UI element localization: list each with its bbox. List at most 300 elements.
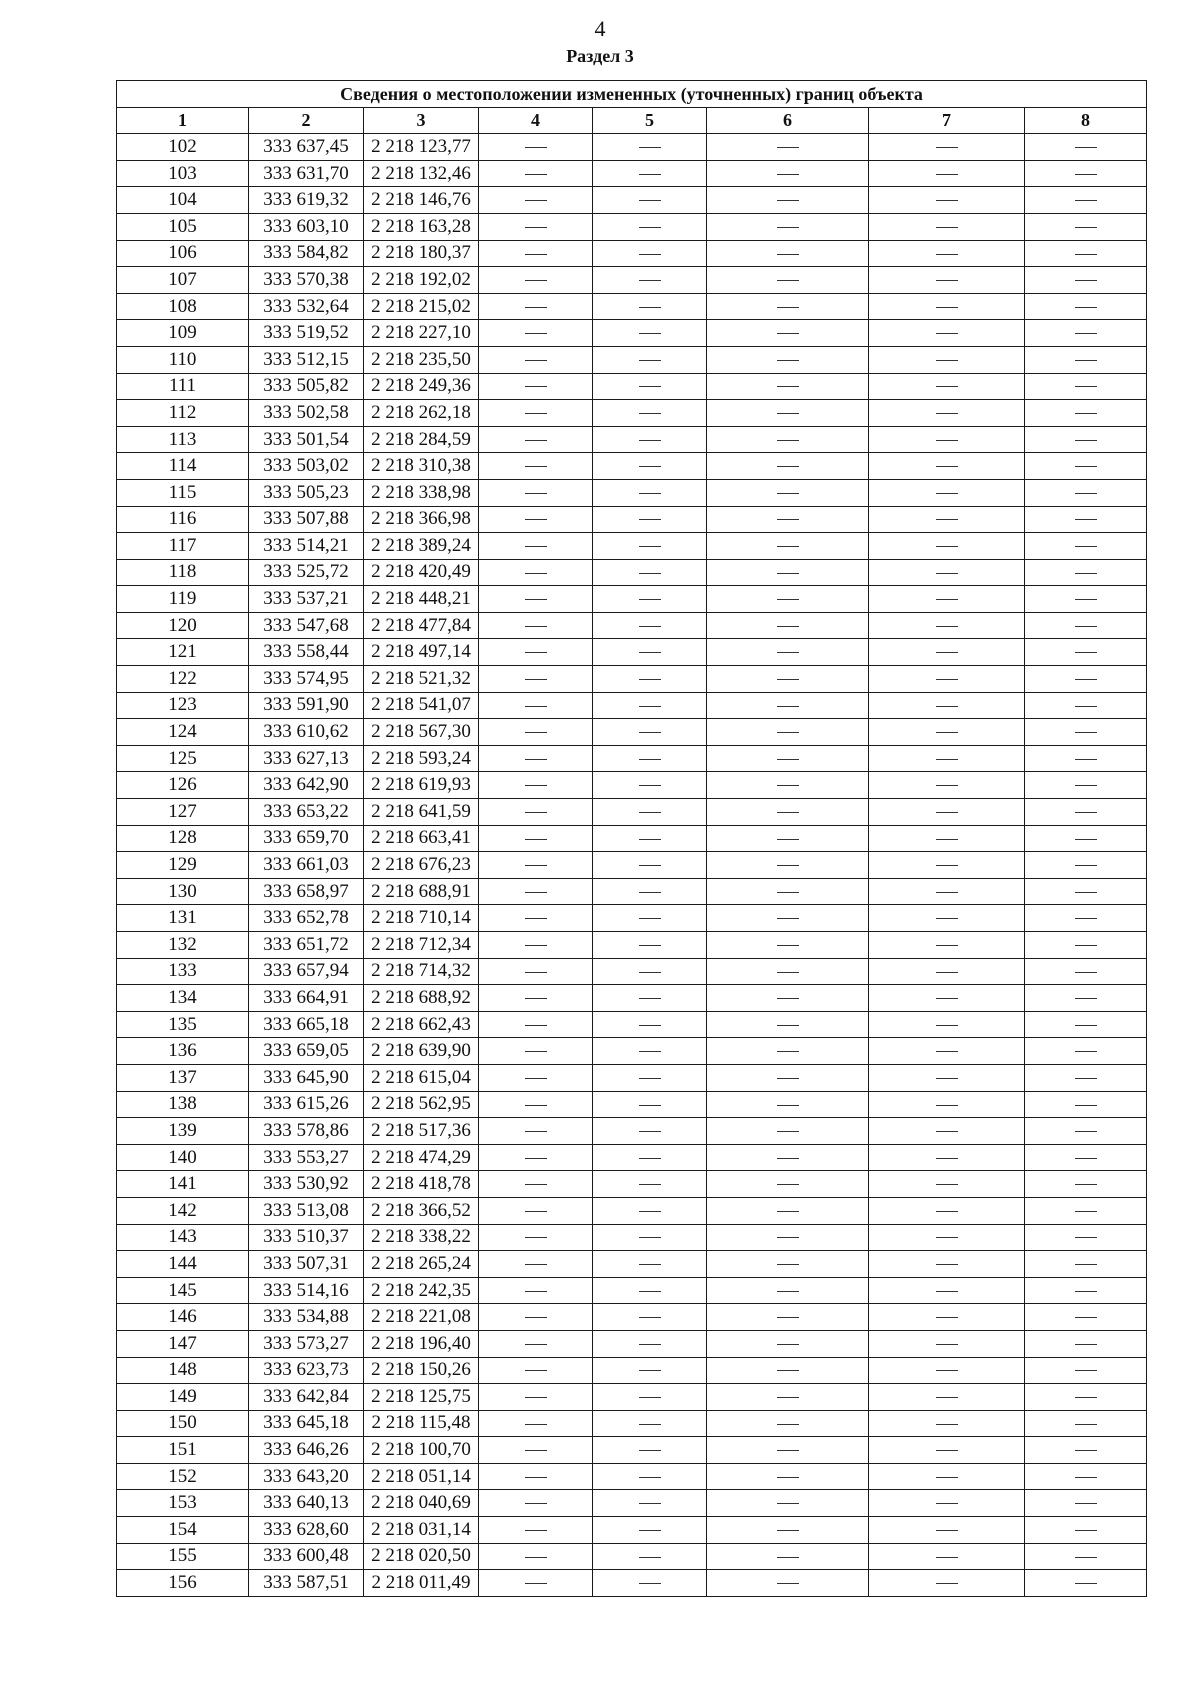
- dash-icon: [525, 1025, 547, 1026]
- empty-value-cell: [593, 1463, 707, 1490]
- dash-icon: [777, 626, 799, 627]
- empty-value-cell: [479, 1490, 593, 1517]
- empty-value-cell: [707, 1543, 869, 1570]
- table-row: [117, 533, 1147, 560]
- dash-icon: [1075, 546, 1097, 547]
- dash-icon: [936, 227, 958, 228]
- x-coordinate-cell: 333 631,70: [249, 160, 364, 187]
- dash-icon: [639, 1131, 661, 1132]
- empty-value-cell: [593, 1118, 707, 1145]
- empty-value-cell: [1025, 267, 1147, 294]
- empty-value-cell: [479, 612, 593, 639]
- dash-icon: [525, 1131, 547, 1132]
- x-coordinate-cell: 333 659,70: [249, 825, 364, 852]
- empty-value-cell: [1025, 160, 1147, 187]
- empty-value-cell: [479, 320, 593, 347]
- table-row: [117, 1118, 1147, 1145]
- x-coordinate-cell: 333 600,48: [249, 1543, 364, 1570]
- empty-value-cell: [479, 985, 593, 1012]
- dash-icon: [936, 1477, 958, 1478]
- empty-value-cell: [593, 1038, 707, 1065]
- dash-icon: [1075, 1583, 1097, 1584]
- dash-icon: [777, 1477, 799, 1478]
- empty-value-cell: [1025, 1251, 1147, 1278]
- empty-value-cell: [707, 213, 869, 240]
- empty-value-cell: [869, 240, 1025, 267]
- x-coordinate-cell: 333 510,37: [249, 1224, 364, 1251]
- point-number-cell: 121: [117, 639, 249, 666]
- dash-icon: [936, 440, 958, 441]
- dash-icon: [1075, 1131, 1097, 1132]
- empty-value-cell: [869, 1011, 1025, 1038]
- empty-value-cell: [869, 1038, 1025, 1065]
- dash-icon: [639, 759, 661, 760]
- dash-icon: [777, 1237, 799, 1238]
- dash-icon: [639, 1025, 661, 1026]
- empty-value-cell: [593, 1543, 707, 1570]
- dash-icon: [936, 1424, 958, 1425]
- dash-icon: [525, 360, 547, 361]
- y-coordinate-cell: 2 218 688,91: [364, 878, 479, 905]
- x-coordinate-cell: 333 514,21: [249, 533, 364, 560]
- empty-value-cell: [479, 1304, 593, 1331]
- dash-icon: [1075, 333, 1097, 334]
- dash-icon: [525, 174, 547, 175]
- dash-icon: [525, 493, 547, 494]
- dash-icon: [936, 1583, 958, 1584]
- point-number-cell: 115: [117, 479, 249, 506]
- dash-icon: [639, 1291, 661, 1292]
- empty-value-cell: [593, 1570, 707, 1597]
- dash-icon: [525, 1583, 547, 1584]
- table-row: [117, 160, 1147, 187]
- empty-value-cell: [1025, 1171, 1147, 1198]
- empty-value-cell: [479, 878, 593, 905]
- dash-icon: [777, 1530, 799, 1531]
- empty-value-cell: [707, 1330, 869, 1357]
- empty-value-cell: [479, 1011, 593, 1038]
- table-row: [117, 1437, 1147, 1464]
- dash-icon: [936, 599, 958, 600]
- table-row: [117, 267, 1147, 294]
- point-number-cell: 112: [117, 400, 249, 427]
- dash-icon: [639, 413, 661, 414]
- empty-value-cell: [869, 1224, 1025, 1251]
- empty-value-cell: [1025, 1118, 1147, 1145]
- empty-value-cell: [869, 1064, 1025, 1091]
- y-coordinate-cell: 2 218 338,98: [364, 479, 479, 506]
- empty-value-cell: [869, 825, 1025, 852]
- point-number-cell: 123: [117, 692, 249, 719]
- y-coordinate-cell: 2 218 100,70: [364, 1437, 479, 1464]
- empty-value-cell: [869, 666, 1025, 693]
- empty-value-cell: [1025, 213, 1147, 240]
- empty-value-cell: [707, 1038, 869, 1065]
- dash-icon: [936, 413, 958, 414]
- empty-value-cell: [707, 1171, 869, 1198]
- dash-icon: [639, 1397, 661, 1398]
- dash-icon: [936, 333, 958, 334]
- dash-icon: [639, 1184, 661, 1185]
- empty-value-cell: [1025, 346, 1147, 373]
- y-coordinate-cell: 2 218 310,38: [364, 453, 479, 480]
- dash-icon: [936, 1025, 958, 1026]
- dash-icon: [525, 679, 547, 680]
- dash-icon: [777, 519, 799, 520]
- point-number-cell: 154: [117, 1517, 249, 1544]
- table-row: [117, 400, 1147, 427]
- dash-icon: [777, 1131, 799, 1132]
- dash-icon: [777, 1317, 799, 1318]
- y-coordinate-cell: 2 218 249,36: [364, 373, 479, 400]
- column-number: 2: [249, 107, 364, 134]
- empty-value-cell: [869, 932, 1025, 959]
- empty-value-cell: [1025, 745, 1147, 772]
- dash-icon: [1075, 945, 1097, 946]
- empty-value-cell: [707, 373, 869, 400]
- empty-value-cell: [1025, 666, 1147, 693]
- table-row: [117, 825, 1147, 852]
- empty-value-cell: [707, 1517, 869, 1544]
- point-number-cell: 148: [117, 1357, 249, 1384]
- empty-value-cell: [479, 1570, 593, 1597]
- x-coordinate-cell: 333 502,58: [249, 400, 364, 427]
- empty-value-cell: [479, 346, 593, 373]
- y-coordinate-cell: 2 218 221,08: [364, 1304, 479, 1331]
- x-coordinate-cell: 333 570,38: [249, 267, 364, 294]
- empty-value-cell: [869, 985, 1025, 1012]
- dash-icon: [525, 1477, 547, 1478]
- empty-value-cell: [707, 1437, 869, 1464]
- x-coordinate-cell: 333 610,62: [249, 719, 364, 746]
- dash-icon: [936, 466, 958, 467]
- empty-value-cell: [479, 426, 593, 453]
- y-coordinate-cell: 2 218 265,24: [364, 1251, 479, 1278]
- dash-icon: [936, 546, 958, 547]
- table-row: [117, 985, 1147, 1012]
- empty-value-cell: [1025, 1091, 1147, 1118]
- dash-icon: [936, 1264, 958, 1265]
- point-number-cell: 140: [117, 1144, 249, 1171]
- dash-icon: [1075, 1344, 1097, 1345]
- point-number-cell: 116: [117, 506, 249, 533]
- dash-icon: [936, 706, 958, 707]
- dash-icon: [777, 1450, 799, 1451]
- empty-value-cell: [869, 1463, 1025, 1490]
- table-row: [117, 1543, 1147, 1570]
- dash-icon: [936, 1503, 958, 1504]
- empty-value-cell: [593, 426, 707, 453]
- empty-value-cell: [707, 692, 869, 719]
- empty-value-cell: [1025, 559, 1147, 586]
- dash-icon: [777, 1158, 799, 1159]
- dash-icon: [1075, 785, 1097, 786]
- dash-icon: [777, 599, 799, 600]
- empty-value-cell: [1025, 320, 1147, 347]
- x-coordinate-cell: 333 507,31: [249, 1251, 364, 1278]
- empty-value-cell: [479, 586, 593, 613]
- empty-value-cell: [707, 932, 869, 959]
- table-row: [117, 692, 1147, 719]
- column-number: 4: [479, 107, 593, 134]
- dash-icon: [525, 1397, 547, 1398]
- dash-icon: [936, 1530, 958, 1531]
- dash-icon: [525, 1105, 547, 1106]
- empty-value-cell: [707, 852, 869, 879]
- table-row: [117, 586, 1147, 613]
- dash-icon: [777, 174, 799, 175]
- point-number-cell: 104: [117, 187, 249, 214]
- dash-icon: [639, 1424, 661, 1425]
- x-coordinate-cell: 333 505,23: [249, 479, 364, 506]
- dash-icon: [777, 972, 799, 973]
- empty-value-cell: [1025, 1224, 1147, 1251]
- point-number-cell: 145: [117, 1277, 249, 1304]
- x-coordinate-cell: 333 646,26: [249, 1437, 364, 1464]
- dash-icon: [1075, 1264, 1097, 1265]
- empty-value-cell: [479, 1171, 593, 1198]
- empty-value-cell: [869, 1277, 1025, 1304]
- dash-icon: [936, 679, 958, 680]
- x-coordinate-cell: 333 574,95: [249, 666, 364, 693]
- dash-icon: [777, 759, 799, 760]
- dash-icon: [1075, 1424, 1097, 1425]
- empty-value-cell: [707, 719, 869, 746]
- x-coordinate-cell: 333 587,51: [249, 1570, 364, 1597]
- table-row: [117, 1490, 1147, 1517]
- empty-value-cell: [479, 506, 593, 533]
- coordinates-table: [116, 80, 1147, 1597]
- empty-value-cell: [593, 559, 707, 586]
- table-row: [117, 1038, 1147, 1065]
- table-row: [117, 958, 1147, 985]
- dash-icon: [777, 254, 799, 255]
- empty-value-cell: [707, 772, 869, 799]
- empty-value-cell: [593, 1517, 707, 1544]
- dash-icon: [525, 1237, 547, 1238]
- empty-value-cell: [479, 639, 593, 666]
- y-coordinate-cell: 2 218 517,36: [364, 1118, 479, 1145]
- point-number-cell: 136: [117, 1038, 249, 1065]
- empty-value-cell: [1025, 1384, 1147, 1411]
- dash-icon: [639, 1264, 661, 1265]
- dash-icon: [1075, 839, 1097, 840]
- dash-icon: [639, 1211, 661, 1212]
- empty-value-cell: [1025, 426, 1147, 453]
- empty-value-cell: [1025, 719, 1147, 746]
- y-coordinate-cell: 2 218 180,37: [364, 240, 479, 267]
- empty-value-cell: [479, 852, 593, 879]
- empty-value-cell: [869, 134, 1025, 161]
- point-number-cell: 155: [117, 1543, 249, 1570]
- empty-value-cell: [707, 320, 869, 347]
- empty-value-cell: [869, 267, 1025, 294]
- table-row: [117, 932, 1147, 959]
- point-number-cell: 130: [117, 878, 249, 905]
- dash-icon: [936, 1557, 958, 1558]
- empty-value-cell: [1025, 1570, 1147, 1597]
- table-row: [117, 320, 1147, 347]
- empty-value-cell: [1025, 187, 1147, 214]
- dash-icon: [936, 1237, 958, 1238]
- y-coordinate-cell: 2 218 132,46: [364, 160, 479, 187]
- empty-value-cell: [593, 878, 707, 905]
- empty-value-cell: [869, 745, 1025, 772]
- empty-value-cell: [1025, 1517, 1147, 1544]
- empty-value-cell: [869, 852, 1025, 879]
- dash-icon: [525, 945, 547, 946]
- x-coordinate-cell: 333 530,92: [249, 1171, 364, 1198]
- dash-icon: [639, 1344, 661, 1345]
- dash-icon: [525, 1424, 547, 1425]
- empty-value-cell: [869, 1251, 1025, 1278]
- empty-value-cell: [1025, 240, 1147, 267]
- dash-icon: [777, 307, 799, 308]
- empty-value-cell: [869, 1118, 1025, 1145]
- empty-value-cell: [1025, 1277, 1147, 1304]
- point-number-cell: 139: [117, 1118, 249, 1145]
- empty-value-cell: [869, 958, 1025, 985]
- dash-icon: [936, 1158, 958, 1159]
- dash-icon: [1075, 386, 1097, 387]
- dash-icon: [936, 732, 958, 733]
- table-row: [117, 453, 1147, 480]
- x-coordinate-cell: 333 519,52: [249, 320, 364, 347]
- empty-value-cell: [593, 187, 707, 214]
- empty-value-cell: [869, 1570, 1025, 1597]
- point-number-cell: 127: [117, 799, 249, 826]
- point-number-cell: 102: [117, 134, 249, 161]
- column-number-row: [117, 107, 1147, 134]
- dash-icon: [1075, 1503, 1097, 1504]
- dash-icon: [639, 865, 661, 866]
- empty-value-cell: [869, 559, 1025, 586]
- dash-icon: [777, 466, 799, 467]
- empty-value-cell: [479, 240, 593, 267]
- empty-value-cell: [479, 1038, 593, 1065]
- empty-value-cell: [707, 293, 869, 320]
- point-number-cell: 110: [117, 346, 249, 373]
- dash-icon: [525, 466, 547, 467]
- point-number-cell: 103: [117, 160, 249, 187]
- empty-value-cell: [1025, 825, 1147, 852]
- empty-value-cell: [479, 958, 593, 985]
- dash-icon: [1075, 1397, 1097, 1398]
- dash-icon: [777, 679, 799, 680]
- point-number-cell: 149: [117, 1384, 249, 1411]
- dash-icon: [936, 360, 958, 361]
- empty-value-cell: [707, 1064, 869, 1091]
- point-number-cell: 119: [117, 586, 249, 613]
- empty-value-cell: [1025, 533, 1147, 560]
- empty-value-cell: [707, 346, 869, 373]
- table-row: [117, 852, 1147, 879]
- dash-icon: [1075, 1237, 1097, 1238]
- x-coordinate-cell: 333 619,32: [249, 187, 364, 214]
- y-coordinate-cell: 2 218 676,23: [364, 852, 479, 879]
- empty-value-cell: [1025, 958, 1147, 985]
- column-number: 7: [869, 107, 1025, 134]
- dash-icon: [936, 998, 958, 999]
- empty-value-cell: [479, 1357, 593, 1384]
- dash-icon: [639, 254, 661, 255]
- dash-icon: [777, 998, 799, 999]
- dash-icon: [1075, 1078, 1097, 1079]
- empty-value-cell: [479, 453, 593, 480]
- empty-value-cell: [479, 1543, 593, 1570]
- x-coordinate-cell: 333 661,03: [249, 852, 364, 879]
- empty-value-cell: [869, 1543, 1025, 1570]
- dash-icon: [1075, 865, 1097, 866]
- empty-value-cell: [707, 666, 869, 693]
- x-coordinate-cell: 333 584,82: [249, 240, 364, 267]
- empty-value-cell: [593, 240, 707, 267]
- point-number-cell: 109: [117, 320, 249, 347]
- dash-icon: [525, 440, 547, 441]
- empty-value-cell: [1025, 932, 1147, 959]
- point-number-cell: 144: [117, 1251, 249, 1278]
- point-number-cell: 128: [117, 825, 249, 852]
- empty-value-cell: [707, 506, 869, 533]
- empty-value-cell: [479, 1144, 593, 1171]
- dash-icon: [1075, 732, 1097, 733]
- empty-value-cell: [479, 559, 593, 586]
- empty-value-cell: [707, 240, 869, 267]
- dash-icon: [639, 652, 661, 653]
- dash-icon: [777, 865, 799, 866]
- table-row: [117, 1197, 1147, 1224]
- dash-icon: [639, 599, 661, 600]
- empty-value-cell: [1025, 612, 1147, 639]
- point-number-cell: 135: [117, 1011, 249, 1038]
- empty-value-cell: [1025, 1011, 1147, 1038]
- table-row: [117, 745, 1147, 772]
- y-coordinate-cell: 2 218 192,02: [364, 267, 479, 294]
- dash-icon: [639, 1503, 661, 1504]
- table-row: [117, 134, 1147, 161]
- dash-icon: [777, 1583, 799, 1584]
- empty-value-cell: [593, 1277, 707, 1304]
- empty-value-cell: [707, 1011, 869, 1038]
- empty-value-cell: [1025, 1197, 1147, 1224]
- dash-icon: [1075, 1105, 1097, 1106]
- dash-icon: [525, 1317, 547, 1318]
- empty-value-cell: [869, 1330, 1025, 1357]
- empty-value-cell: [593, 479, 707, 506]
- table-row: [117, 1064, 1147, 1091]
- x-coordinate-cell: 333 534,88: [249, 1304, 364, 1331]
- empty-value-cell: [593, 612, 707, 639]
- empty-value-cell: [1025, 453, 1147, 480]
- dash-icon: [777, 1051, 799, 1052]
- dash-icon: [1075, 413, 1097, 414]
- empty-value-cell: [1025, 400, 1147, 427]
- dash-icon: [1075, 147, 1097, 148]
- empty-value-cell: [707, 1091, 869, 1118]
- page-number: 4: [594, 16, 606, 41]
- empty-value-cell: [479, 1277, 593, 1304]
- dash-icon: [936, 573, 958, 574]
- table-row: [117, 1091, 1147, 1118]
- dash-icon: [1075, 626, 1097, 627]
- empty-value-cell: [707, 426, 869, 453]
- empty-value-cell: [593, 267, 707, 294]
- empty-value-cell: [707, 745, 869, 772]
- dash-icon: [1075, 1317, 1097, 1318]
- dash-icon: [1075, 599, 1097, 600]
- empty-value-cell: [479, 400, 593, 427]
- dash-icon: [777, 1291, 799, 1292]
